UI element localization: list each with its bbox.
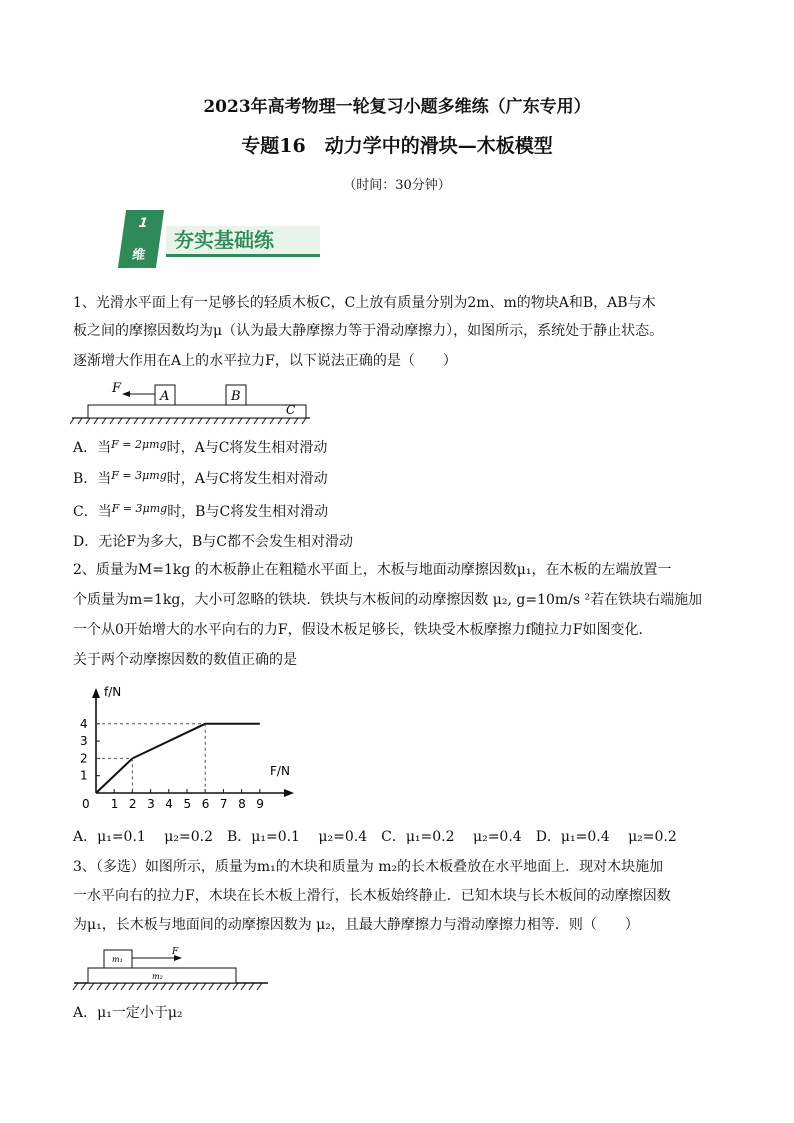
label-m1: m₁	[112, 955, 123, 964]
section-badge-number: 1	[137, 216, 149, 231]
time-limit: （时间：30分钟）	[343, 178, 451, 193]
x-tick-label: 1	[110, 797, 119, 811]
q2-line1: 2、质量为M=1kg 的木板静止在粗糙水平面上，木板与地面动摩擦因数μ₁，在木板的左端放置一	[73, 562, 672, 578]
q2-line4: 关于两个动摩擦因数的数值正确的是	[73, 652, 297, 668]
section-label: 夯实基础练	[166, 226, 320, 257]
y-tick-label: 3	[80, 734, 88, 749]
board-c	[88, 405, 306, 418]
label-c: C	[286, 403, 296, 417]
x-tick-label: 2	[128, 797, 137, 811]
y-axis-arrow	[92, 688, 100, 698]
x-tick-label: 8	[238, 797, 246, 811]
section-badge	[118, 210, 164, 268]
x-tick-label: 3	[147, 797, 155, 811]
label-m2: m₂	[152, 972, 163, 981]
q1-line3: 逐渐增大作用在A上的水平拉力F，以下说法正确的是（ ）	[73, 353, 457, 369]
q1-option-d: D．无论F为多大，B与C都不会发生相对滑动	[73, 534, 353, 550]
q3-option-a: A．μ₁一定小于μ₂	[73, 1005, 183, 1021]
q1-figure	[70, 378, 320, 430]
ground-hatching	[73, 983, 262, 990]
y-tick-label: 4	[80, 716, 88, 731]
y-tick-label: 2	[80, 751, 88, 766]
x-axis-arrow	[284, 789, 294, 797]
x-tick-label: 6	[201, 797, 210, 811]
x-axis-label: F/N	[270, 764, 290, 778]
x-tick-label: 5	[183, 797, 192, 811]
x-tick-label: 7	[219, 797, 228, 811]
q1-line2: 板之间的摩擦因数均为μ（认为最大静摩擦力等于滑动摩擦力），如图所示，系统处于静止状态。	[73, 323, 664, 339]
y-axis-label: f/N	[104, 685, 122, 699]
q1-option-b: B．当$^{F = 3\mu mg}$时，A与C将发生相对滑动	[73, 469, 328, 487]
y-tick-label: 1	[80, 768, 88, 783]
ground-hatching	[70, 418, 306, 424]
topic-title: 专题16 动力学中的滑块—木板模型	[241, 135, 553, 157]
q1-line1: 1、光滑水平面上有一足够长的轻质木板C，C上放有质量分别为2m、m的物块A和B，AB与木	[73, 295, 656, 311]
q3-line3: 为μ₁，长木板与地面间的动摩擦因数为 μ₂，且最大静摩擦力与滑动摩擦力相等．则（ ）	[73, 917, 639, 933]
q2-line2: 个质量为m=1kg，大小可忽略的铁块．铁块与木板间的动摩擦因数 μ₂, g=10m/s ²若在铁块右端施加	[73, 592, 703, 608]
q3-line2: 一水平向右的拉力F，木块在长木板上滑行，长木板始终静止．已知木块与长木板间的动摩擦因数	[73, 888, 671, 904]
x-tick-label: 4	[165, 797, 173, 811]
section-badge-suffix: 维	[131, 248, 147, 263]
q1-option-c: C．当$^{F = 3\mu mg}$时，B与C将发生相对滑动	[73, 502, 329, 520]
doc-title: 2023年高考物理一轮复习小题多维练（广东专用）	[203, 97, 591, 117]
label-f: F	[172, 947, 179, 957]
label-a: A	[160, 389, 170, 404]
q2-line3: 一个从0开始增大的水平向右的力F，假设木板足够长，铁块受木板摩擦力f随拉力F如图变化．	[73, 622, 653, 638]
label-b: B	[231, 389, 241, 404]
q1-option-a: A．当$^{F = 2\mu mg}$时，A与C将发生相对滑动	[73, 438, 328, 456]
q3-figure	[72, 944, 272, 996]
x-tick-label: 0	[82, 797, 90, 811]
q2-options: A．μ₁=0.1 μ₂=0.2 B．μ₁=0.1 μ₂=0.4 C．μ₁=0.2 μ₂=0.4 D．μ₁=0.4 μ₂=0.2	[73, 829, 677, 845]
x-tick-label: 9	[256, 797, 264, 811]
label-f: F	[112, 381, 122, 396]
q3-line1: 3、（多选）如图所示，质量为m₁的木块和质量为 m₂的长木板叠放在水平地面上．现对木块施加	[73, 859, 664, 875]
q2-chart	[72, 682, 302, 812]
